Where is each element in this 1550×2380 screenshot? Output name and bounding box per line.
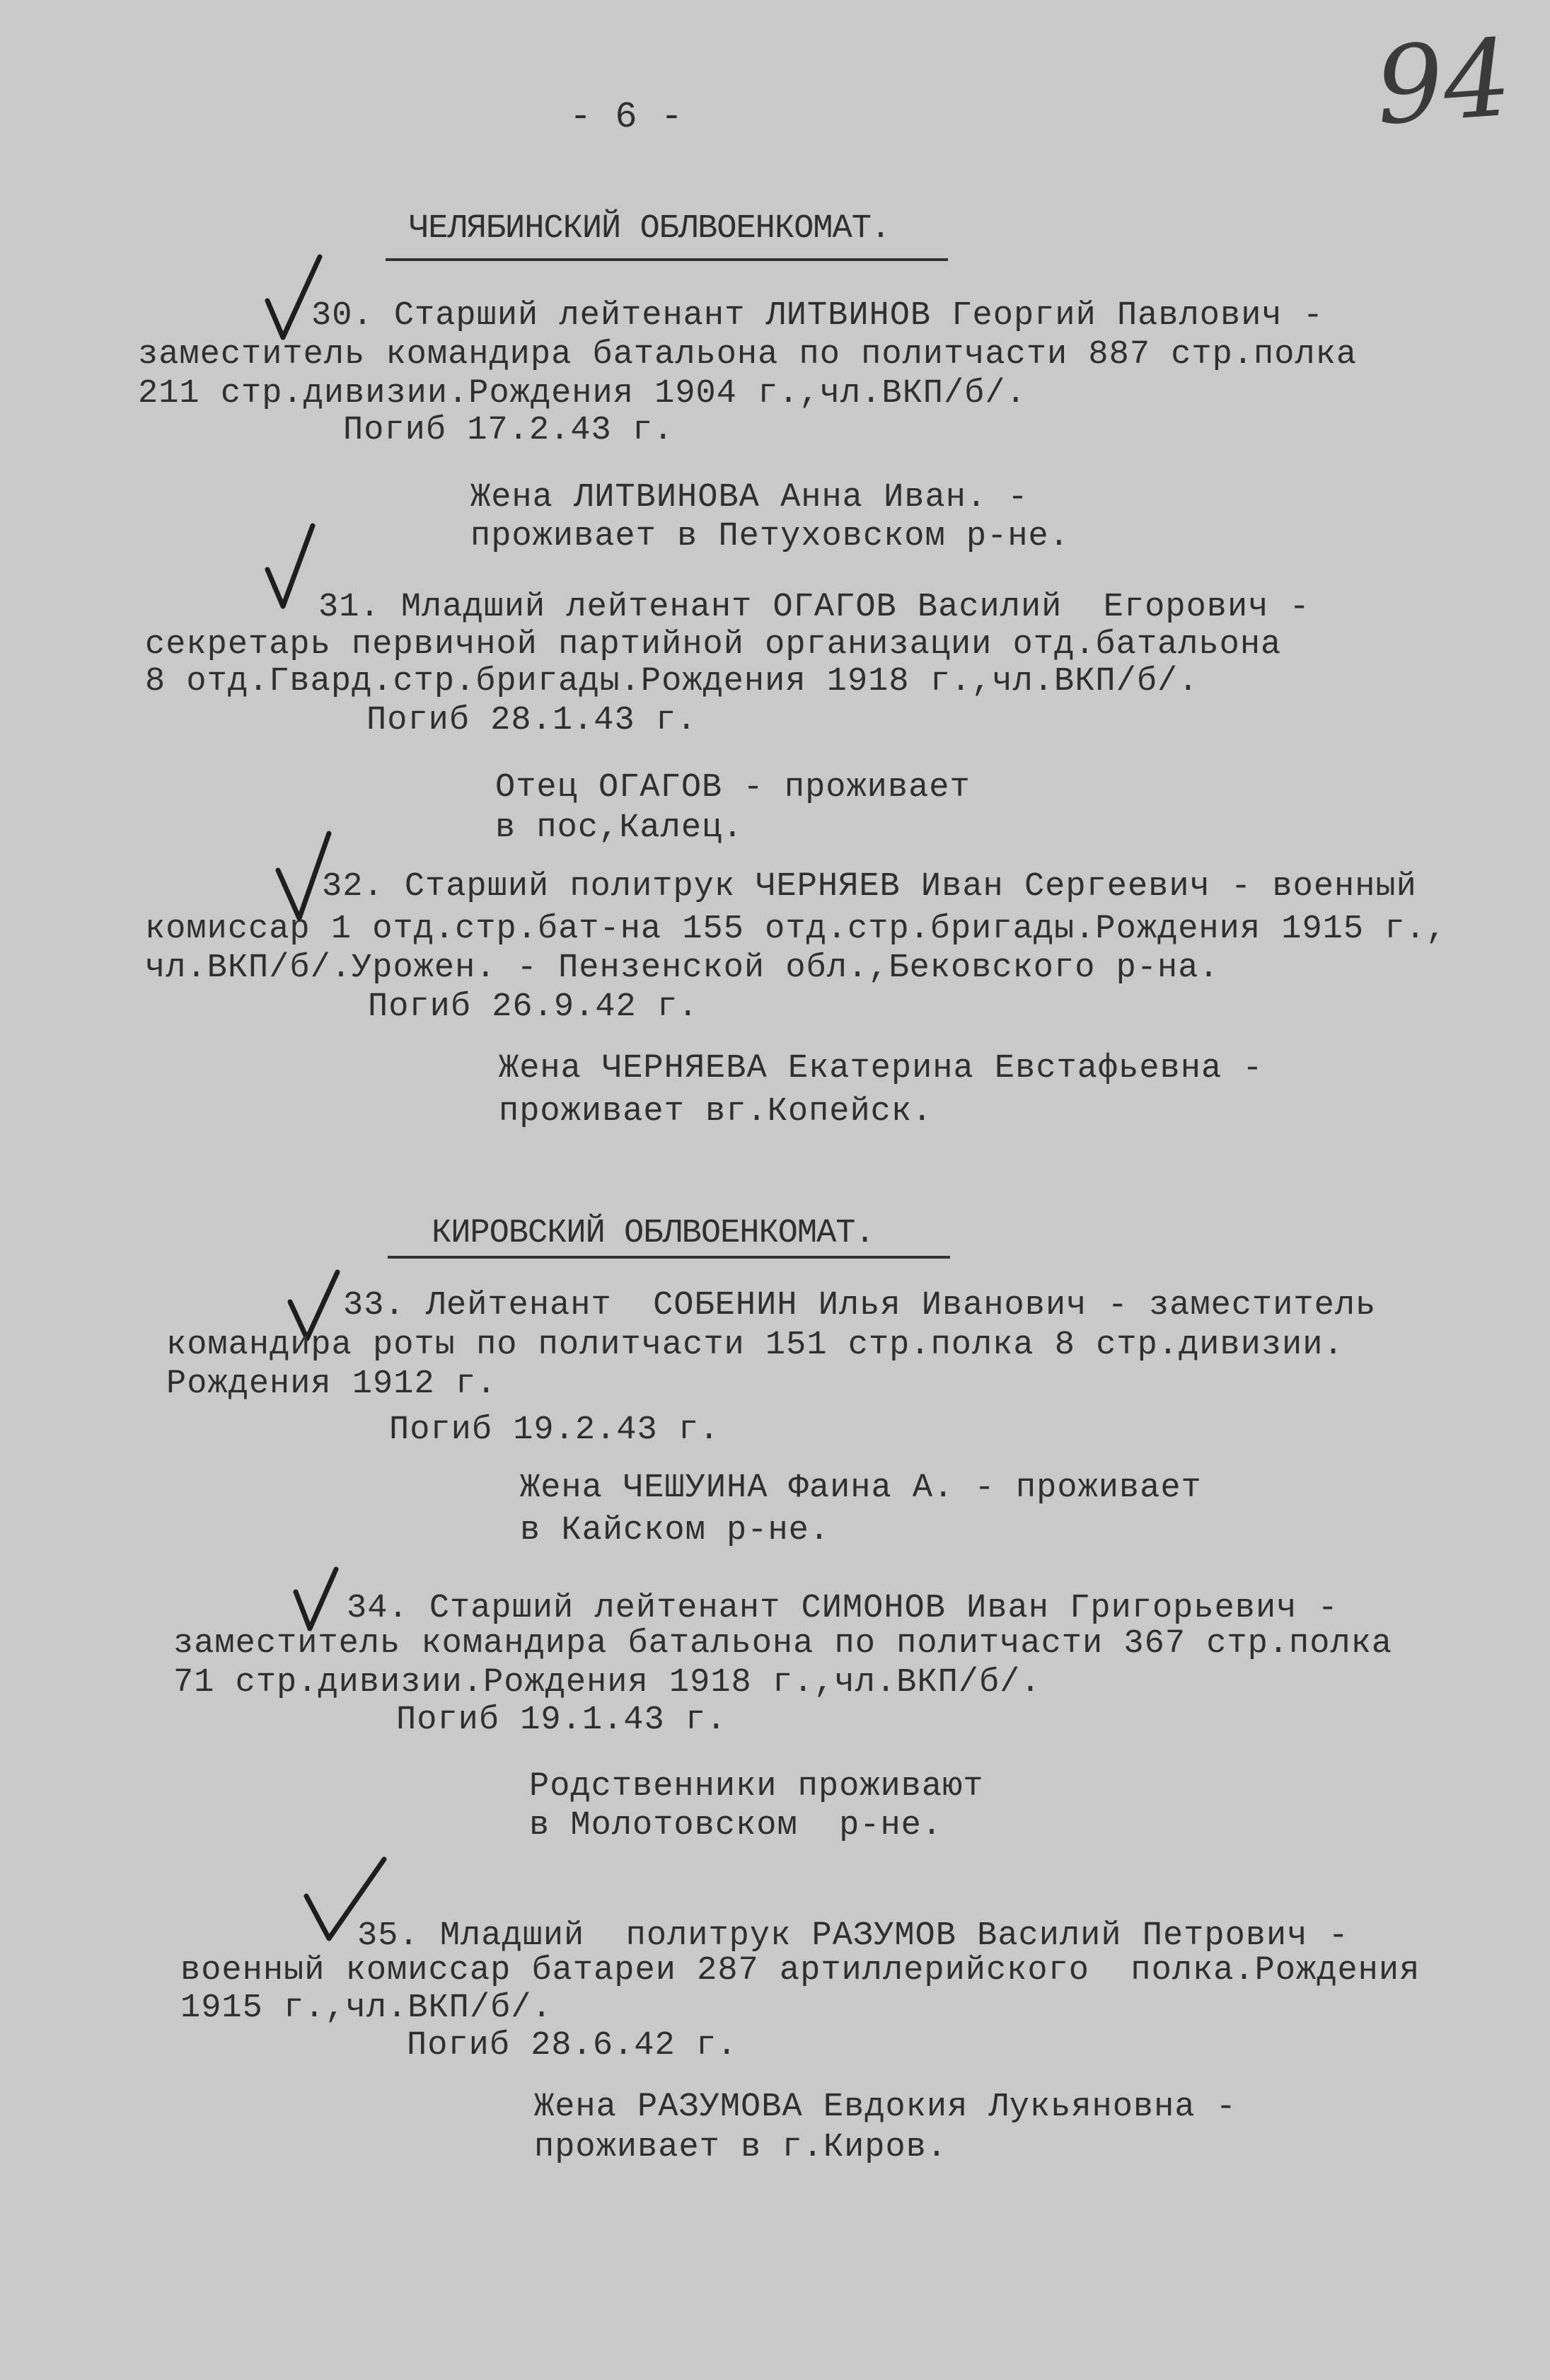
death-date: Погиб 17.2.43 г. bbox=[343, 412, 674, 449]
entry-line: 35. Младший политрук РАЗУМОВ Василий Петрович - bbox=[357, 1917, 1349, 1955]
entry-line: 1915 г.,чл.ВКП/б/. bbox=[180, 1989, 553, 2027]
entry-line: комиссар 1 отд.стр.бат-на 155 отд.стр.бригады.Рождения 1915 г., bbox=[145, 911, 1447, 948]
relative-line: Жена ЧЕРНЯЕВА Екатерина Евстафьевна - bbox=[499, 1050, 1263, 1087]
entry-line: 31. Младший лейтенант ОГАГОВ Василий Егорович - bbox=[318, 589, 1310, 626]
entry-line: 33. Лейтенант СОБЕНИН Илья Иванович - заместитель bbox=[343, 1287, 1377, 1324]
death-date: Погиб 28.1.43 г. bbox=[366, 702, 698, 739]
entry-line: 71 стр.дивизии.Рождения 1918 г.,чл.ВКП/б/. bbox=[173, 1664, 1041, 1702]
entry-line: 30. Старший лейтенант ЛИТВИНОВ Георгий Павлович - bbox=[311, 297, 1324, 335]
entry-line: 211 стр.дивизии.Рождения 1904 г.,чл.ВКП/б/. bbox=[138, 375, 1026, 412]
relative-line: Жена ЛИТВИНОВА Анна Иван. - bbox=[470, 479, 1029, 516]
archive-folio-number: 94 bbox=[1372, 16, 1515, 149]
relative-line: Жена ЧЕШУИНА Фаина А. - проживает bbox=[520, 1469, 1202, 1507]
relative-line: проживает в Петуховском р-не. bbox=[470, 518, 1070, 555]
entry-line: заместитель командира батальона по политчасти 367 стр.полка bbox=[173, 1625, 1393, 1663]
relative-line: Жена РАЗУМОВА Евдокия Лукьяновна - bbox=[534, 2089, 1237, 2126]
checkmark-icon bbox=[262, 520, 325, 612]
entry-line: заместитель командира батальона по политчасти 887 стр.полка bbox=[138, 336, 1358, 374]
relative-line: в пос,Калец. bbox=[495, 809, 744, 847]
relative-line: Отец ОГАГОВ - проживает bbox=[495, 769, 971, 807]
entry-line: чл.ВКП/б/.Урожен. - Пензенской обл.,Бековского р-на. bbox=[145, 949, 1220, 987]
section-heading: КИРОВСКИЙ ОБЛВОЕНКОМАТ. bbox=[432, 1215, 874, 1252]
section-heading-underline bbox=[386, 258, 948, 261]
entry-line: секретарь первичной партийной организации отд.батальона bbox=[145, 626, 1282, 664]
entry-line: Рождения 1912 г. bbox=[166, 1365, 497, 1403]
entry-line: 8 отд.Гвард.стр.бригады.Рождения 1918 г.,чл.ВКП/б/. bbox=[145, 663, 1199, 700]
section-heading-underline bbox=[388, 1256, 950, 1259]
relative-line: Родственники проживают bbox=[529, 1768, 984, 1806]
death-date: Погиб 26.9.42 г. bbox=[368, 988, 699, 1026]
relative-line: в Кайском р-не. bbox=[520, 1512, 831, 1549]
checkmark-icon bbox=[290, 1564, 347, 1634]
death-date: Погиб 28.6.42 г. bbox=[407, 2027, 738, 2064]
section-heading: ЧЕЛЯБИНСКИЙ ОБЛВОЕНКОМАТ. bbox=[409, 210, 891, 248]
page-number: - 6 - bbox=[569, 96, 684, 138]
entry-line: военный комиссар батареи 287 артиллерийского полка.Рождения bbox=[180, 1952, 1421, 1989]
entry-line: командира роты по политчасти 151 стр.полка 8 стр.дивизии. bbox=[166, 1327, 1344, 1364]
death-date: Погиб 19.2.43 г. bbox=[389, 1411, 720, 1449]
relative-line: проживает вг.Копейск. bbox=[499, 1093, 933, 1131]
entry-line: 32. Старший политрук ЧЕРНЯЕВ Иван Сергеевич - военный bbox=[322, 868, 1417, 906]
relative-line: в Молотовском р-не. bbox=[529, 1807, 943, 1844]
relative-line: проживает в г.Киров. bbox=[534, 2129, 948, 2166]
entry-line: 34. Старший лейтенант СИМОНОВ Иван Григорьевич - bbox=[347, 1590, 1338, 1627]
death-date: Погиб 19.1.43 г. bbox=[396, 1702, 727, 1739]
